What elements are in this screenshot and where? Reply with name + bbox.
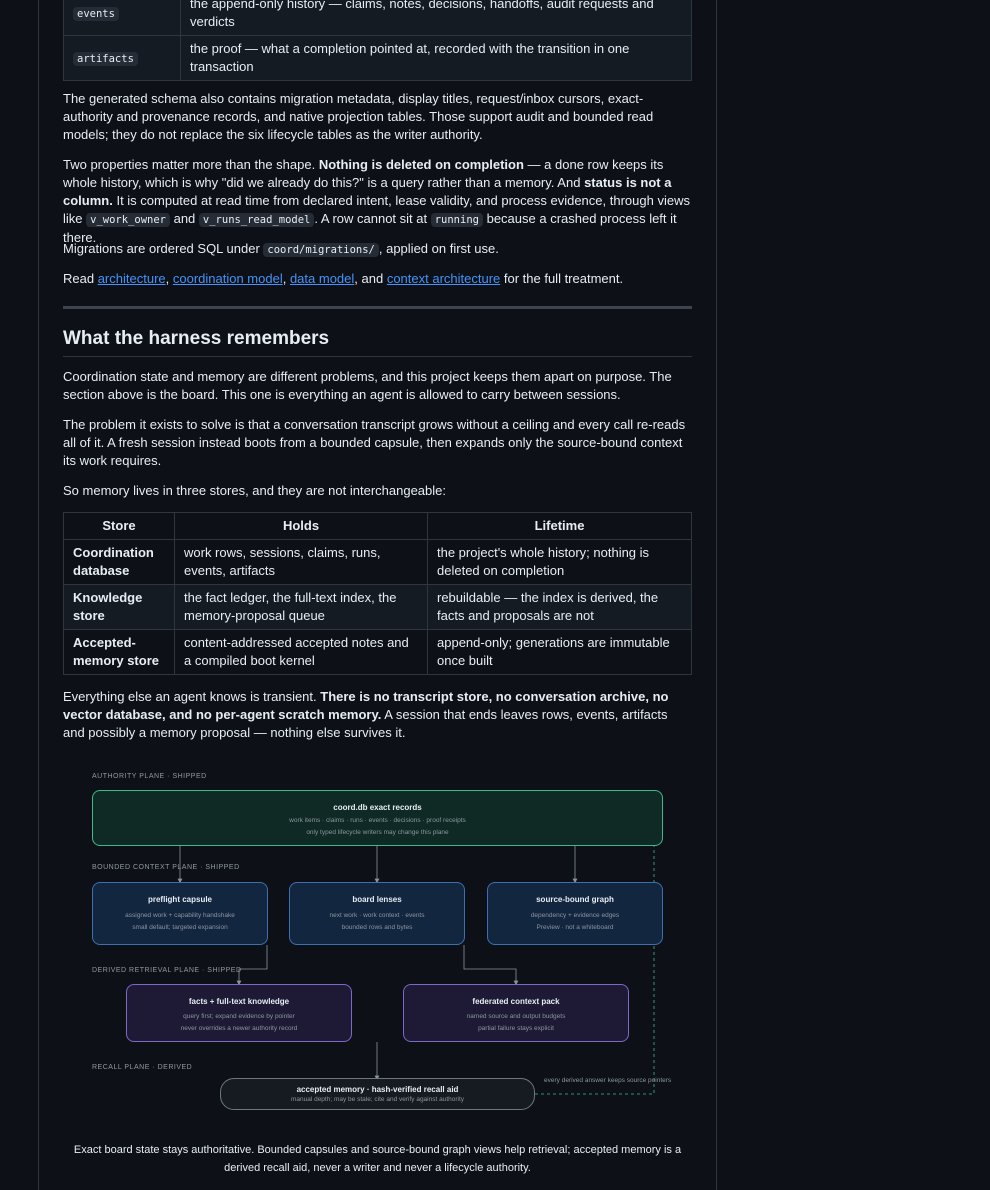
store-cell: Accepted-memory store bbox=[64, 630, 175, 675]
properties-paragraph: Two properties matter more than the shape. Nothing is deleted on completion — a done row keeps its whole history, which is why "did we already do this?" is a query rather than a memory. And status is not a column. It is computed at read time from declared intent, lease validity, and process evidence, through views like v_work_owner and v_runs_read_model . A row cannot sit at running because a crashed process left it there. bbox=[63, 157, 690, 245]
coordination-paragraph: Coordination state and memory are different problems, and this project keeps them apart on purpose. The section above is the board. This one is everything an agent is allowed to carry between sessions. bbox=[63, 369, 672, 402]
diagram-caption: Exact board state stays authoritative. Bounded capsules and source-bound graph views help retrieval; accepted memory is a derived recall aid, never a writer and never a lifecycle authority. bbox=[73, 1144, 682, 1174]
migrations-paragraph: Migrations are ordered SQL under coord/migrations/ , applied on first use. bbox=[63, 241, 499, 256]
store-cell: Coordination database bbox=[64, 540, 175, 585]
table-row bbox=[64, 0, 692, 36]
migrations-path-code: coord/migrations/ bbox=[263, 243, 378, 257]
authority-plane-label: AUTHORITY PLANE · SHIPPED bbox=[92, 773, 207, 780]
table-key-cell bbox=[64, 36, 181, 81]
holds-cell: content-addressed accepted notes and a compiled boot kernel bbox=[175, 630, 428, 675]
holds-header: Holds bbox=[175, 513, 428, 540]
schema-paragraph: The generated schema also contains migration metadata, display titles, request/inbox cursors, exact-authority and provenance records, and native projection tables. Those support audit and bounded read models; they do not replace the six lifecycle tables as the writer authority. bbox=[63, 91, 654, 142]
table-row bbox=[64, 36, 692, 81]
accepted-memory-box: accepted memory · hash-verified recall aid manual depth; may be stale; cite and verify against authority bbox=[220, 1078, 535, 1110]
table-row bbox=[64, 630, 692, 675]
arrow-lenses-pack bbox=[464, 945, 516, 983]
coord-records-box: coord.db exact records work items · claims · runs · events · decisions · proof receipts only typed lifecycle writers may change this plane bbox=[92, 790, 663, 846]
lifetime-cell: rebuildable — the index is derived, the facts and proposals are not bbox=[428, 585, 692, 630]
recall-plane-label: RECALL PLANE · DERIVED bbox=[92, 1064, 193, 1071]
memory-planes-diagram bbox=[63, 760, 692, 1120]
federated-context-pack-box: federated context pack named source and output budgets partial failure stays explicit bbox=[403, 984, 629, 1042]
arrow-capsule-facts bbox=[239, 945, 267, 983]
preflight-capsule-box: preflight capsule assigned work + capability handshake small default; targeted expansion bbox=[92, 882, 268, 945]
derived-plane-label: DERIVED RETRIEVAL PLANE · SHIPPED bbox=[92, 967, 242, 974]
content-border-right bbox=[716, 0, 717, 1190]
facts-knowledge-box: facts + full-text knowledge query first; expand evidence by pointer never overrides a newer authority record bbox=[126, 984, 352, 1042]
store-cell: Knowledge store bbox=[64, 585, 175, 630]
lifetime-cell: append-only; generations are immutable once built bbox=[428, 630, 692, 675]
store-header: Store bbox=[64, 513, 175, 540]
source-pointers-note: every derived answer keeps source pointers bbox=[544, 1077, 672, 1084]
architecture-link[interactable]: architecture bbox=[97, 271, 166, 286]
table-row bbox=[64, 585, 692, 630]
tables-table bbox=[63, 0, 692, 81]
arrow-recall-coord bbox=[535, 818, 660, 1094]
table-key-cell bbox=[64, 0, 181, 36]
v-work-owner-code: v_work_owner bbox=[86, 213, 170, 227]
problem-paragraph: The problem it exists to solve is that a conversation transcript grows without a ceiling and every call re-reads all of it. A fresh session instead boots from a bounded capsule, then expands only the source-bound context its work requires. bbox=[63, 417, 686, 468]
bounded-plane-label: BOUNDED CONTEXT PLANE · SHIPPED bbox=[92, 864, 240, 871]
data-model-link[interactable]: data model bbox=[289, 271, 355, 286]
table-row bbox=[64, 540, 692, 585]
artifacts-code: artifacts bbox=[73, 52, 138, 66]
events-code: events bbox=[73, 7, 119, 21]
holds-cell: work rows, sessions, claims, runs, events, artifacts bbox=[175, 540, 428, 585]
v-runs-read-model-code: v_runs_read_model bbox=[199, 213, 314, 227]
lifetime-header: Lifetime bbox=[428, 513, 692, 540]
content-border-left bbox=[38, 0, 39, 1190]
transient-paragraph: Everything else an agent knows is transient. There is no transcript store, no conversation archive, no vector database, and no per-agent scratch memory. A session that ends leaves rows, events, artifacts and possibly a memory proposal — nothing else survives it. bbox=[63, 689, 669, 740]
memory-stores-table bbox=[63, 512, 692, 675]
coordination-model-link[interactable]: coordination model bbox=[172, 271, 283, 286]
section-heading: What the harness remembers bbox=[63, 328, 692, 357]
table-value-cell: the append-only history — claims, notes, decisions, handoffs, audit requests and verdicts bbox=[181, 0, 692, 36]
lifetime-cell: the project's whole history; nothing is deleted on completion bbox=[428, 540, 692, 585]
stores-intro-paragraph: So memory lives in three stores, and they are not interchangeable: bbox=[63, 483, 446, 498]
table-header-row bbox=[64, 513, 692, 540]
table-value-cell: the proof — what a completion pointed at, recorded with the transition in one transaction bbox=[181, 36, 692, 81]
board-lenses-box: board lenses next work · work context · events bounded rows and bytes bbox=[289, 882, 465, 945]
read-more-paragraph: Read architecture, coordination model, data model, and context architecture for the full treatment. bbox=[63, 271, 624, 286]
holds-cell: the fact ledger, the full-text index, the memory-proposal queue bbox=[175, 585, 428, 630]
source-bound-graph-box: source-bound graph dependency + evidence edges Preview · not a whiteboard bbox=[487, 882, 663, 945]
running-code: running bbox=[431, 213, 483, 227]
section-divider bbox=[63, 306, 692, 309]
context-architecture-link[interactable]: context architecture bbox=[386, 271, 501, 286]
